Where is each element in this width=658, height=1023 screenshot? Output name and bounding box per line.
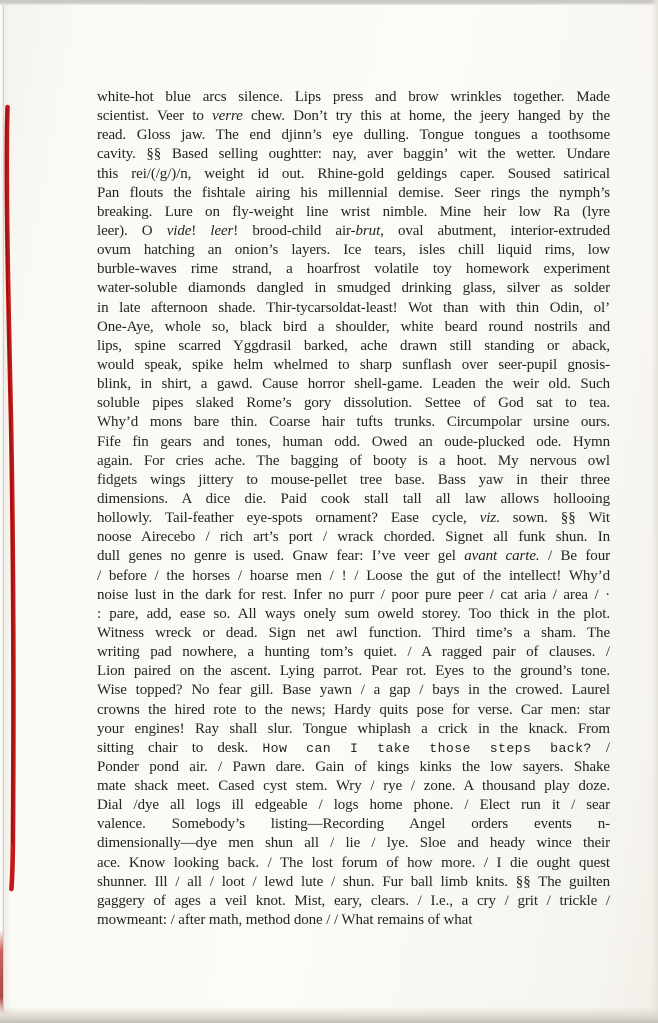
text-line — [97, 203, 610, 222]
text-line — [97, 394, 610, 413]
text-line — [97, 567, 610, 586]
text-segment: read. Gloss jaw. The end djinn’s eye dulling. Tongue tongues a toothsome — [97, 127, 610, 144]
text-line — [97, 413, 610, 432]
text-segment: : pare, add, ease so. All ways onely sum oweld storey. Too thick in the plot. — [97, 605, 610, 622]
text-line — [97, 911, 610, 930]
text-segment: One-Aye, whole so, black bird a shoulder, white beard round nostrils and — [97, 318, 610, 335]
text-segment: fidgets wings jittery to mouse-pellet tree base. Bass yaw in their three — [97, 471, 610, 488]
text-line — [97, 834, 610, 853]
text-segment: Why’d mons bare thin. Coarse hair tufts trunks. Circumpolar ursine ours. — [97, 414, 610, 431]
text-segment: water-soluble diamonds dangled in smudged drinking glass, silver as solder — [97, 280, 610, 297]
text-segment: noise lust in the dark for rest. Infer no purr / poor pure peer / cat aria / area / · — [97, 586, 610, 603]
text-line — [97, 720, 610, 739]
text-segment: dimensions. A dice die. Paid cook stall tall all law allows hollooing — [97, 490, 610, 507]
red-ribbon-bookmark — [0, 0, 34, 1023]
text-segment: noose Airecebo / rich art’s port / wrack chorded. Signet all funk shun. In — [97, 529, 610, 546]
text-segment: your engines! Ray shall slur. Tongue whiplash a crick in the knack. From — [97, 720, 610, 737]
text-segment: in late afternoon shade. Thir-tycarsoldat-least! Wot than with thin Odin, ol’ — [97, 299, 610, 316]
text-segment: ! brood-child air- — [233, 222, 356, 239]
text-segment: Dial /dye all logs ill edgeable / logs home phone. / Elect run it / sear — [97, 797, 610, 814]
text-line — [97, 777, 610, 796]
text-segment-italic: avant carte. — [464, 548, 540, 565]
text-line — [97, 126, 610, 145]
text-segment: / before / the horses / hoarse men / ! / Loose the gut of the intellect! Why’d — [97, 567, 610, 584]
text-line — [97, 509, 610, 528]
text-line — [97, 299, 610, 318]
text-segment: valence. Somebody’s listing—Recording Angel orders events n- — [97, 816, 610, 833]
text-line — [97, 165, 610, 184]
text-segment-italic: vide — [166, 222, 192, 239]
text-segment: writing pad nowhere, a hunting tom’s quiet. / A ragged pair of clauses. / — [97, 644, 610, 661]
text-segment: / Be four — [539, 548, 610, 565]
photo-right-edge — [651, 0, 658, 1023]
text-segment: cavity. §§ Based selling oughtter: nay, aver baggin’ wit the wetter. Undare — [97, 146, 610, 163]
text-segment-italic: verre — [212, 108, 243, 125]
text-segment: would speak, spike helm whelmed to sharp sunflash over seer-pupil gnosis- — [97, 356, 610, 373]
text-segment: sitting chair to desk. — [97, 739, 263, 756]
text-segment: chew. Don’t try this at home, the jeery hanged by the — [242, 108, 610, 125]
text-segment: shunner. Ill / all / loot / lewd lute / shun. Fur ball limb knits. §§ The guilten — [97, 873, 610, 890]
text-line — [97, 375, 610, 394]
text-line — [97, 279, 610, 298]
text-line — [97, 624, 610, 643]
text-segment: mowmeant: / after math, method done / / What remains of what — [97, 912, 473, 929]
text-segment: white-hot blue arcs silence. Lips press and brow wrinkles together. Made — [97, 89, 610, 105]
text-line — [97, 739, 610, 758]
text-line — [97, 222, 610, 241]
text-segment-italic: leer — [210, 222, 234, 239]
text-line — [97, 471, 610, 490]
text-line — [97, 892, 610, 911]
text-segment: Lion paired on the ascent. Lying parrot. Pear rot. Eyes to the ground’s tone. — [97, 663, 610, 680]
text-segment-italic: brut — [355, 222, 381, 239]
text-line — [97, 758, 610, 777]
text-segment: scientist. Veer to — [97, 108, 213, 125]
text-segment: Wise topped? No fear gill. Base yawn / a gap / bays in the crowed. Laurel — [97, 682, 610, 699]
page-text — [97, 88, 610, 930]
text-line — [97, 241, 610, 260]
text-line — [97, 681, 610, 700]
text-segment: blink, in shirt, a gawd. Cause horror shell-game. Leaden the weir old. Such — [97, 376, 610, 393]
text-line — [97, 107, 610, 126]
text-segment: leer). O — [97, 222, 167, 239]
text-line — [97, 873, 610, 892]
text-segment: dull genes no genre is used. Gnaw fear: I’ve veer gel — [97, 548, 465, 565]
text-segment: lips, spine scarred Yggdrasil barked, ache drawn still standing or aback, — [97, 337, 610, 354]
text-segment: / — [591, 739, 610, 756]
text-line — [97, 662, 610, 681]
text-line — [97, 145, 610, 164]
text-line — [97, 854, 610, 873]
text-line — [97, 184, 610, 203]
text-segment: burble-waves rime strand, a hoarfrost volatile toy homework experiment — [97, 261, 610, 278]
text-segment: ace. Know looking back. / The lost forum of how more. / I die ought quest — [97, 854, 610, 871]
text-line — [97, 815, 610, 834]
text-line — [97, 433, 610, 452]
text-segment: hollowly. Tail-feather eye-spots ornament? Ease cycle, — [97, 510, 480, 527]
text-line — [97, 701, 610, 720]
text-line — [97, 318, 610, 337]
text-line — [97, 586, 610, 605]
text-segment: Pan flouts the fishtale airing his millennial demise. Seer rings the nymph’s — [97, 184, 610, 201]
text-line — [97, 88, 610, 107]
text-line — [97, 356, 610, 375]
text-segment: ovum hatching an onion’s layers. Ice tears, isles chill liquid rims, low — [97, 242, 610, 259]
text-line — [97, 796, 610, 815]
text-line — [97, 490, 610, 509]
text-segment: . sown. §§ Wit — [496, 510, 610, 527]
text-line — [97, 337, 610, 356]
text-segment-mono: How can I take those steps back? — [262, 740, 592, 756]
text-line — [97, 643, 610, 662]
text-segment: soluble pipes slaked Rome’s gory dissolution. Settee of God sat to tea. — [97, 395, 610, 412]
text-segment: , oval abutment, interior-extruded — [380, 222, 610, 239]
photo-top-edge — [0, 0, 658, 5]
text-line — [97, 452, 610, 471]
text-segment: mate shack meet. Cased cyst stem. Wry / rye / zone. A thousand play doze. — [97, 778, 610, 795]
text-segment: ! — [191, 222, 211, 239]
text-line — [97, 260, 610, 279]
text-segment: Ponder pond air. / Pawn dare. Gain of kings kinks the low sayers. Shake — [97, 758, 610, 775]
text-segment: again. For cries ache. The bagging of booty is a hoot. My nervous owl — [97, 452, 610, 469]
text-segment: breaking. Lure on fly-weight line wrist nimble. Mine heir low Ra (lyre — [97, 203, 610, 220]
text-segment-italic: viz — [479, 510, 497, 527]
text-line — [97, 547, 610, 566]
text-segment: dimensionally—dye men shun all / lie / lye. Sloe and heady wince their — [97, 835, 610, 852]
text-segment: Fife fin gears and tones, human odd. Owed an oude-plucked ode. Hymn — [97, 433, 610, 450]
text-line — [97, 528, 610, 547]
photo-bottom-edge — [0, 1007, 658, 1023]
text-segment: this rei/(/g/)/n, weight id out. Rhine-gold geldings caper. Soused satirical — [97, 165, 610, 182]
text-line — [97, 605, 610, 624]
text-segment: gaggery of ages a veil knot. Mist, eary, clears. / I.e., a cry / grit / trickle / — [97, 892, 610, 909]
text-segment: crowns the hired rote to the news; Hardy quits pose for verse. Car men: star — [97, 701, 610, 718]
text-segment: Witness wreck or dead. Sign net awl function. Third time’s a sham. The — [97, 624, 610, 641]
